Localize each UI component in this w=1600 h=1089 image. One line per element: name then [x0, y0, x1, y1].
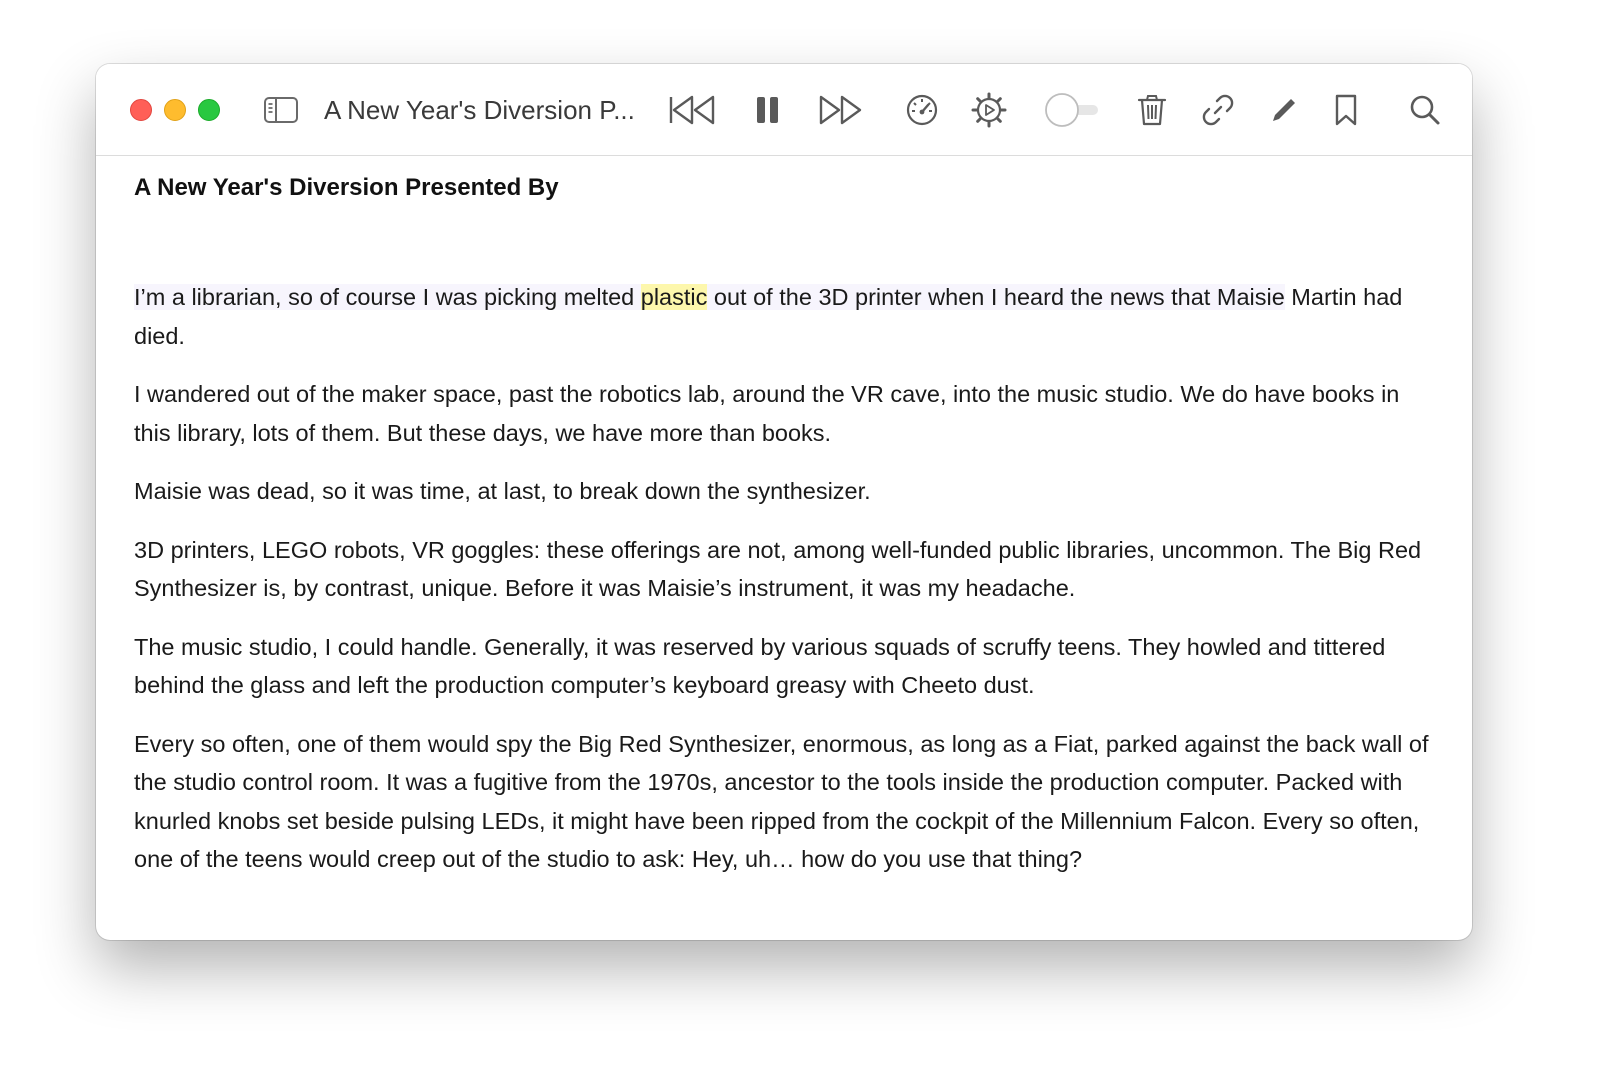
p1-rest-text: Martin had died.: [134, 284, 1403, 349]
trash-icon[interactable]: [1136, 89, 1168, 131]
paragraph-2: I wandered out of the maker space, past the robotics lab, around the VR cave, into the music studio. We do have books in this library, lots of them. But these days, we have more than books.: [134, 381, 1400, 446]
p1-before-text: I’m a librarian, so of course I was picking melted: [134, 284, 641, 310]
document-title: A New Year's Diversion P...: [324, 95, 635, 125]
p1-after-text: out of the 3D printer when I heard the news that Maisie: [707, 284, 1285, 310]
speed-gauge-icon[interactable]: [904, 89, 940, 131]
document-content: [96, 156, 1472, 940]
fast-forward-icon[interactable]: [818, 89, 866, 131]
toggle-switch[interactable]: [1042, 89, 1100, 131]
paragraph-4: 3D printers, LEGO robots, VR goggles: these offerings are not, among well-funded public libraries, uncommon. The Big Red Synthesizer is, by contrast, unique. Before it was Maisie’s instrument, it was my headache.: [134, 536, 1422, 601]
paragraph-5: The music studio, I could handle. Generally, it was reserved by various squads of scruffy teens. They howled and tittered behind the glass and left the production computer’s keyboard greasy with Cheeto dust.: [134, 633, 1386, 698]
close-window-button[interactable]: [130, 99, 152, 121]
sidebar-icon[interactable]: [262, 89, 300, 131]
pencil-icon[interactable]: [1268, 89, 1300, 131]
minimize-window-button[interactable]: [164, 99, 186, 121]
zoom-window-button[interactable]: [198, 99, 220, 121]
current-spoken-word: plastic: [640, 284, 708, 310]
search-icon[interactable]: [1408, 89, 1442, 131]
document-body: [134, 278, 1434, 899]
paragraph-6: Every so often, one of them would spy the Big Red Synthesizer, enormous, as long as a Fiat, parked against the back wall of the studio control room. It was a fugitive from the 1970s, ancestor to the tools inside the production computer. Packed with knurled knobs set beside pulsing LEDs, it might have been ripped from the cockpit of the Millennium Falcon. Every so often, one of the teens would creep out of the studio to ask: Hey, uh… how do you use that thing?: [134, 730, 1429, 872]
paragraph-1: [134, 278, 1434, 355]
current-spoken-sentence: [134, 284, 1285, 310]
rewind-icon[interactable]: [668, 89, 718, 131]
reader-window: [96, 64, 1472, 940]
bookmark-icon[interactable]: [1332, 89, 1360, 131]
link-icon[interactable]: [1200, 89, 1236, 131]
settings-gear-icon[interactable]: [970, 89, 1008, 131]
document-heading: A New Year's Diversion Presented By: [134, 174, 559, 201]
paragraph-3: Maisie was dead, so it was time, at last, to break down the synthesizer.: [134, 478, 871, 504]
toolbar: [96, 64, 1472, 156]
pause-icon[interactable]: [754, 89, 782, 131]
